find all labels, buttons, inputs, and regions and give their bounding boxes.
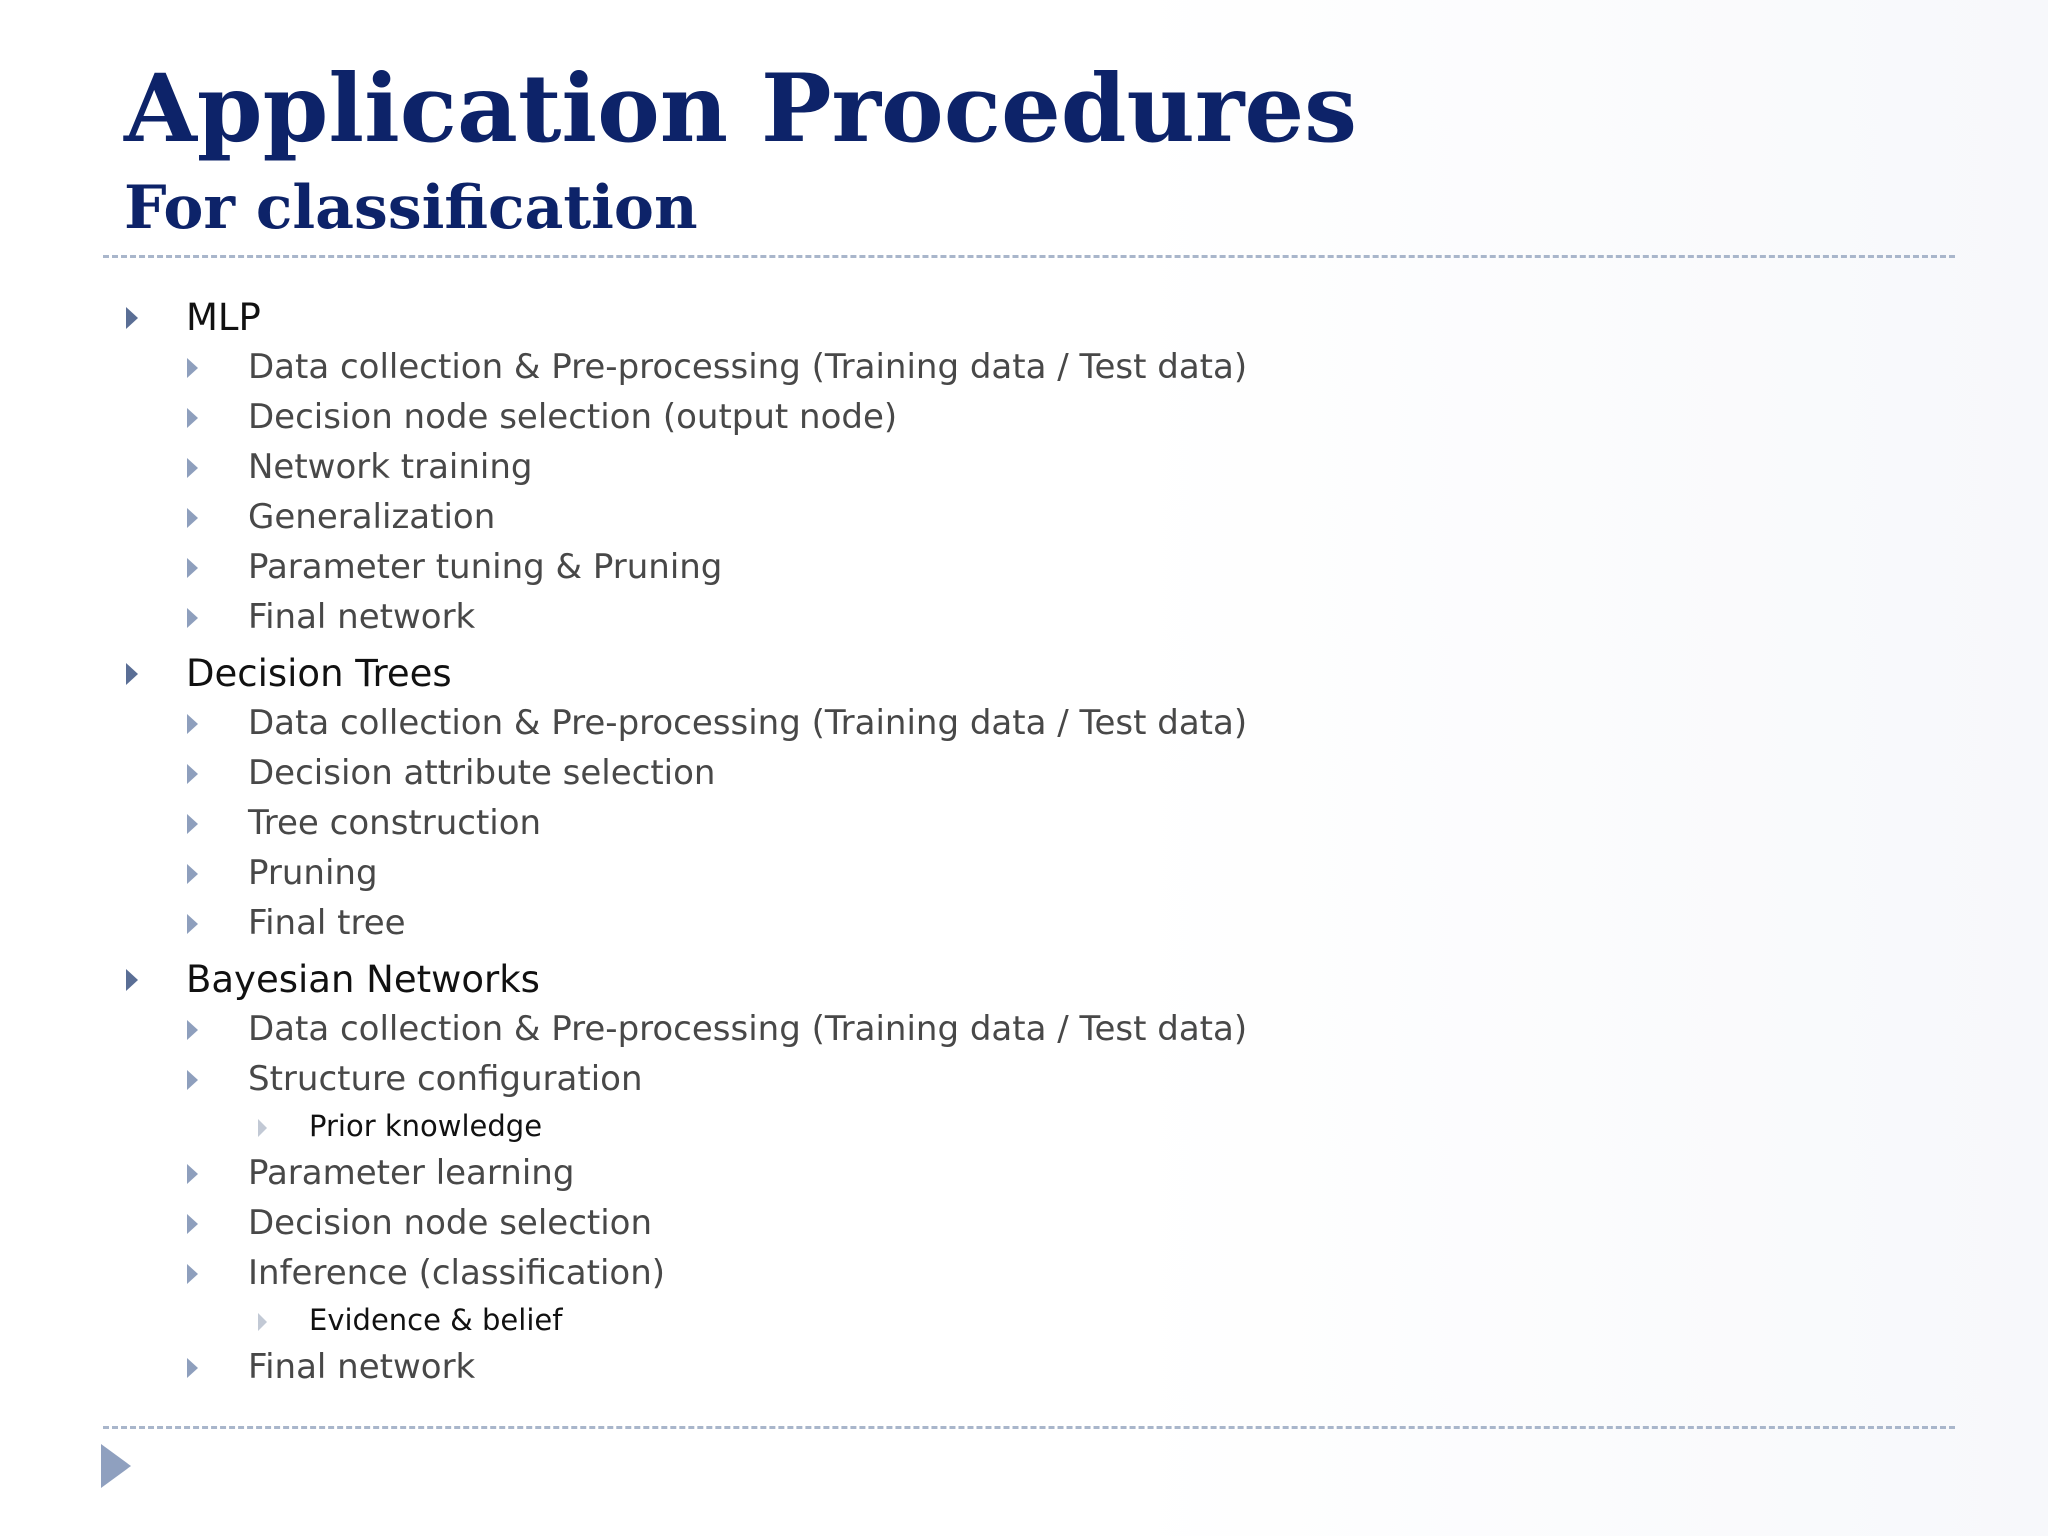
list-item	[248, 903, 406, 943]
step-label: Final network	[248, 597, 476, 637]
bullet-triangle-icon	[187, 358, 198, 378]
section-heading-bayesian-networks: Bayesian Networks	[186, 958, 540, 1001]
slide-subtitle: For classification	[124, 173, 698, 243]
bullet-triangle-icon	[187, 1164, 198, 1184]
list-item	[248, 1153, 575, 1193]
list-item	[248, 1253, 666, 1293]
bullet-triangle-icon	[187, 608, 198, 628]
step-label: Pruning	[248, 853, 378, 893]
bullet-triangle-icon	[187, 914, 198, 934]
list-item	[248, 497, 496, 537]
step-label: Final network	[248, 1347, 476, 1387]
bullet-triangle-icon	[258, 1119, 267, 1137]
step-label: Network training	[248, 447, 533, 487]
list-item	[248, 447, 533, 487]
bullet-triangle-icon	[126, 663, 138, 685]
list-item	[248, 597, 476, 637]
list-item	[248, 803, 542, 843]
list-item	[248, 1347, 476, 1387]
list-item	[248, 1009, 1248, 1049]
step-label: Parameter tuning & Pruning	[248, 547, 723, 587]
sub-step-label: Evidence & belief	[309, 1303, 563, 1337]
step-label: Data collection & Pre-processing (Training data / Test data)	[248, 703, 1248, 743]
list-item	[248, 703, 1248, 743]
bullet-triangle-icon	[187, 508, 198, 528]
slide-title: Application Procedures	[124, 54, 1358, 164]
bullet-triangle-icon	[187, 1020, 198, 1040]
bullet-triangle-icon	[187, 764, 198, 784]
step-label: Decision node selection	[248, 1203, 653, 1243]
list-item	[248, 853, 378, 893]
list-item	[248, 547, 723, 587]
step-label: Parameter learning	[248, 1153, 575, 1193]
list-item	[248, 1203, 653, 1243]
list-item	[186, 958, 540, 1001]
triangle-right-icon	[101, 1444, 131, 1488]
bullet-triangle-icon	[187, 1264, 198, 1284]
bullet-triangle-icon	[187, 814, 198, 834]
list-item	[248, 347, 1248, 387]
list-item	[186, 652, 452, 695]
list-item	[309, 1109, 543, 1143]
step-label: Tree construction	[248, 803, 542, 843]
sub-step-label: Prior knowledge	[309, 1109, 543, 1143]
bullet-triangle-icon	[126, 969, 138, 991]
bullet-triangle-icon	[187, 408, 198, 428]
step-label: Final tree	[248, 903, 406, 943]
bottom-divider	[103, 1426, 1955, 1429]
bullet-triangle-icon	[258, 1313, 267, 1331]
bullet-triangle-icon	[187, 1214, 198, 1234]
step-label: Decision attribute selection	[248, 753, 716, 793]
list-item	[186, 296, 261, 339]
list-item	[248, 397, 898, 437]
section-heading-decision-trees: Decision Trees	[186, 652, 452, 695]
step-label: Structure configuration	[248, 1059, 643, 1099]
step-label: Data collection & Pre-processing (Training data / Test data)	[248, 1009, 1248, 1049]
bullet-triangle-icon	[187, 558, 198, 578]
bullet-triangle-icon	[187, 458, 198, 478]
step-label: Decision node selection (output node)	[248, 397, 898, 437]
step-label: Inference (classification)	[248, 1253, 666, 1293]
list-item	[309, 1303, 563, 1337]
bullet-triangle-icon	[187, 864, 198, 884]
list-item	[248, 753, 716, 793]
list-item	[248, 1059, 643, 1099]
bullet-triangle-icon	[187, 714, 198, 734]
bullet-triangle-icon	[187, 1358, 198, 1378]
bullet-triangle-icon	[187, 1070, 198, 1090]
step-label: Generalization	[248, 497, 496, 537]
bullet-triangle-icon	[126, 307, 138, 329]
section-heading-mlp: MLP	[186, 296, 261, 339]
step-label: Data collection & Pre-processing (Training data / Test data)	[248, 347, 1248, 387]
